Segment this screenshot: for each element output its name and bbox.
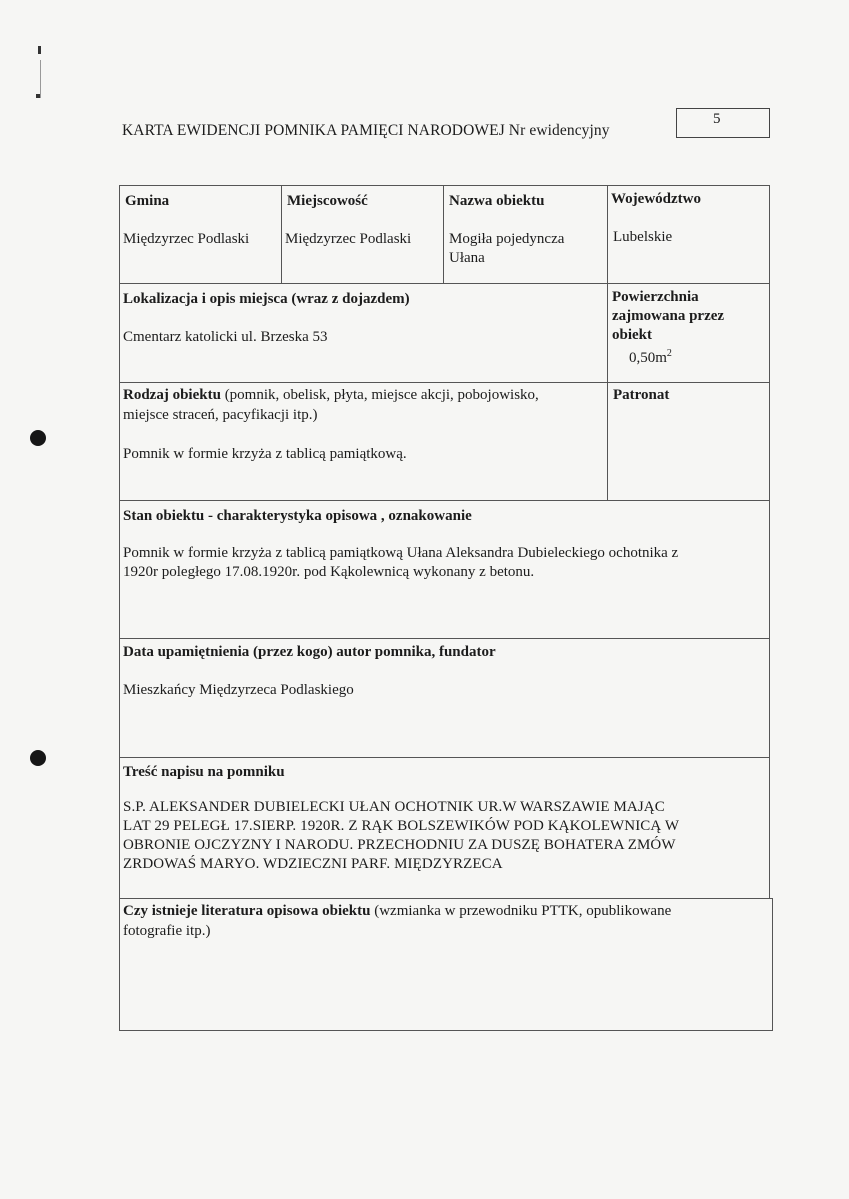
scan-mark: [38, 46, 41, 54]
punch-hole: [30, 430, 46, 446]
punch-hole: [30, 750, 46, 766]
registration-number-box: [676, 108, 770, 138]
tresc-line4: ZRDOWAŚ MARYO. WDZIECZNI PARF. MIĘDZYRZECA: [123, 856, 503, 872]
miejscowosc-label: Miejscowość: [287, 193, 368, 209]
nazwa-value-line2: Ułana: [449, 250, 485, 266]
literatura-heading: [123, 901, 671, 921]
divider-row3: [119, 500, 769, 501]
border-right: [769, 185, 770, 898]
patronat-label: Patronat: [613, 387, 670, 403]
form-title: KARTA EWIDENCJI POMNIKA PAMIĘCI NARODOWEJ Nr ewidencyjny: [122, 122, 610, 139]
divider-row5: [119, 757, 769, 758]
registration-number: 5: [713, 111, 721, 127]
stan-value-line1: Pomnik w formie krzyża z tablicą pamiątkową Ułana Aleksandra Dubieleckiego ochotnika z: [123, 545, 679, 561]
rodzaj-hint-line2: miejsce straceń, pacyfikacji itp.): [123, 407, 318, 423]
stan-value-line2: 1920r poległego 17.08.1920r. pod Kąkolewnicą wykonany z betonu.: [123, 564, 535, 580]
gmina-value: Międzyrzec Podlaski: [123, 231, 250, 247]
rodzaj-heading: [123, 385, 539, 405]
divider-row2: [119, 382, 769, 383]
nazwa-value-line1: Mogiła pojedyncza: [449, 231, 565, 247]
wojewodztwo-label: Województwo: [611, 191, 701, 207]
powierzchnia-value: [629, 344, 672, 368]
literatura-hint-line2: fotografie itp.): [123, 923, 211, 939]
data-label: Data upamiętnienia (przez kogo) autor pomnika, fundator: [123, 644, 496, 660]
data-value: Mieszkańcy Międzyrzeca Podlaskiego: [123, 682, 354, 698]
powierzchnia-unit-sup: 2: [666, 348, 672, 359]
powierzchnia-number: 0,50m: [629, 350, 667, 366]
border-top: [119, 185, 769, 186]
rodzaj-hint-line1: (pomnik, obelisk, płyta, miejsce akcji, pobojowisko,: [220, 387, 539, 403]
divider-row4: [119, 638, 769, 639]
tresc-line3: OBRONIE OJCZYZNY I NARODU. PRZECHODNIU ZA DUSZĘ BOHATERA ZMÓW: [123, 837, 676, 853]
stan-label: Stan obiektu - charakterystyka opisowa , oznakowanie: [123, 508, 472, 524]
col-divider: [443, 185, 444, 283]
powierzchnia-label-line1: Powierzchnia: [612, 289, 699, 305]
divider-row6: [119, 898, 773, 899]
col-divider: [281, 185, 282, 283]
rodzaj-label: Rodzaj obiektu: [123, 387, 221, 403]
miejscowosc-value: Międzyrzec Podlaski: [285, 231, 412, 247]
gmina-label: Gmina: [125, 193, 170, 209]
wojewodztwo-value: Lubelskie: [613, 229, 673, 245]
border-bottom: [119, 1030, 773, 1031]
tresc-label: Treść napisu na pomniku: [123, 764, 285, 780]
lokalizacja-value: Cmentarz katolicki ul. Brzeska 53: [123, 329, 328, 345]
literatura-hint-line1: (wzmianka w przewodniku PTTK, opublikowane: [370, 903, 672, 919]
border-left: [119, 185, 120, 1030]
border-right-lower: [772, 898, 773, 1030]
nazwa-label: Nazwa obiektu: [449, 193, 545, 209]
powierzchnia-label-line2: zajmowana przez: [612, 308, 725, 324]
powierzchnia-label-line3: obiekt: [612, 327, 653, 343]
tresc-line2: LAT 29 PELEGŁ 17.SIERP. 1920R. Z RĄK BOLSZEWIKÓW POD KĄKOLEWNICĄ W: [123, 818, 680, 834]
divider-row1: [119, 283, 769, 284]
rodzaj-value: Pomnik w formie krzyża z tablicą pamiątkową.: [123, 446, 407, 462]
col-divider: [607, 382, 608, 500]
scan-mark: [36, 94, 40, 98]
record-form: [119, 185, 772, 1030]
lokalizacja-label: Lokalizacja i opis miejsca (wraz z dojazdem): [123, 291, 410, 307]
literatura-label: Czy istnieje literatura opisowa obiektu: [123, 903, 371, 919]
scan-mark: [40, 60, 41, 98]
tresc-line1: S.P. ALEKSANDER DUBIELECKI UŁAN OCHOTNIK UR.W WARSZAWIE MAJĄC: [123, 799, 665, 815]
